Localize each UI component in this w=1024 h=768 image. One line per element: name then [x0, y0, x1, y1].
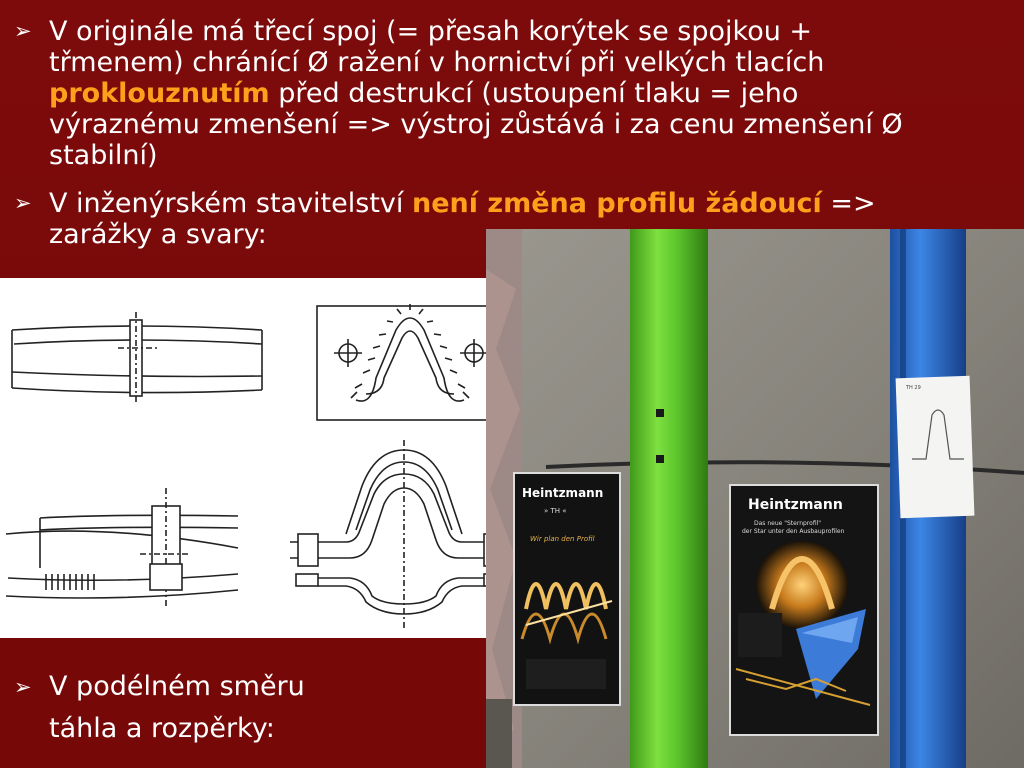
bullet-1-accent: proklouznutím	[49, 78, 270, 109]
bullet-1-line-1: V originále má třecí spoj (= přesah korýtek se spojkou +	[49, 16, 813, 47]
clamp-cross-section	[290, 440, 506, 628]
joint-drawings-svg	[0, 278, 521, 638]
bullet-1-line-2: třmenem) chránící Ø ražení v hornictví při velkých tlacích	[49, 47, 825, 78]
bullet-arrow-icon: ➢	[14, 675, 32, 699]
bullet-3-line-1: V podélném směru	[49, 671, 305, 702]
drawing-sheet	[896, 376, 975, 518]
bullet-2-line-2: zarážky a svary:	[49, 219, 267, 250]
channel-plate-section	[317, 304, 503, 420]
bullet-3-line-2: táhla a rozpěrky:	[49, 713, 275, 744]
bullet-1-line-5: stabilní)	[49, 140, 158, 171]
bullet-3-text	[49, 666, 1009, 750]
bullet-1-line-3-rest: před destrukcí (ustoupení tlaku = jeho	[269, 78, 799, 109]
bullet-arrow-icon: ➢	[14, 191, 32, 215]
poster-left-tagline: Wir plan den Profil	[530, 535, 595, 543]
sheet-label: TH 29	[906, 385, 921, 391]
bullet-1-text	[49, 16, 1009, 171]
poster-left-subtitle: » TH «	[544, 507, 567, 515]
bullet-2-line-1	[49, 188, 1009, 219]
bullet-2-suffix: =>	[821, 188, 876, 219]
bullet-2-accent: není změna profilu žádoucí	[411, 188, 822, 219]
poster-right-line2: der Star unter den Ausbauprofilen	[742, 528, 845, 535]
bullet-1-line-4: výraznému zmenšení => výstroj zůstává i za cenu zmenšení Ø	[49, 109, 903, 140]
bullet-2-prefix: V inženýrském stavitelství	[49, 188, 412, 219]
technical-drawing	[0, 278, 521, 638]
beam-weld-side-view	[6, 488, 238, 608]
bullet-1-line-3	[49, 78, 1009, 109]
beam-clamp-side-view	[12, 312, 262, 404]
poster-left-brand: Heintzmann	[522, 486, 604, 500]
poster-right-brand: Heintzmann	[748, 497, 843, 513]
poster-right-line1: Das neue "Sternprofil"	[754, 520, 822, 527]
bullet-arrow-icon: ➢	[14, 19, 32, 43]
